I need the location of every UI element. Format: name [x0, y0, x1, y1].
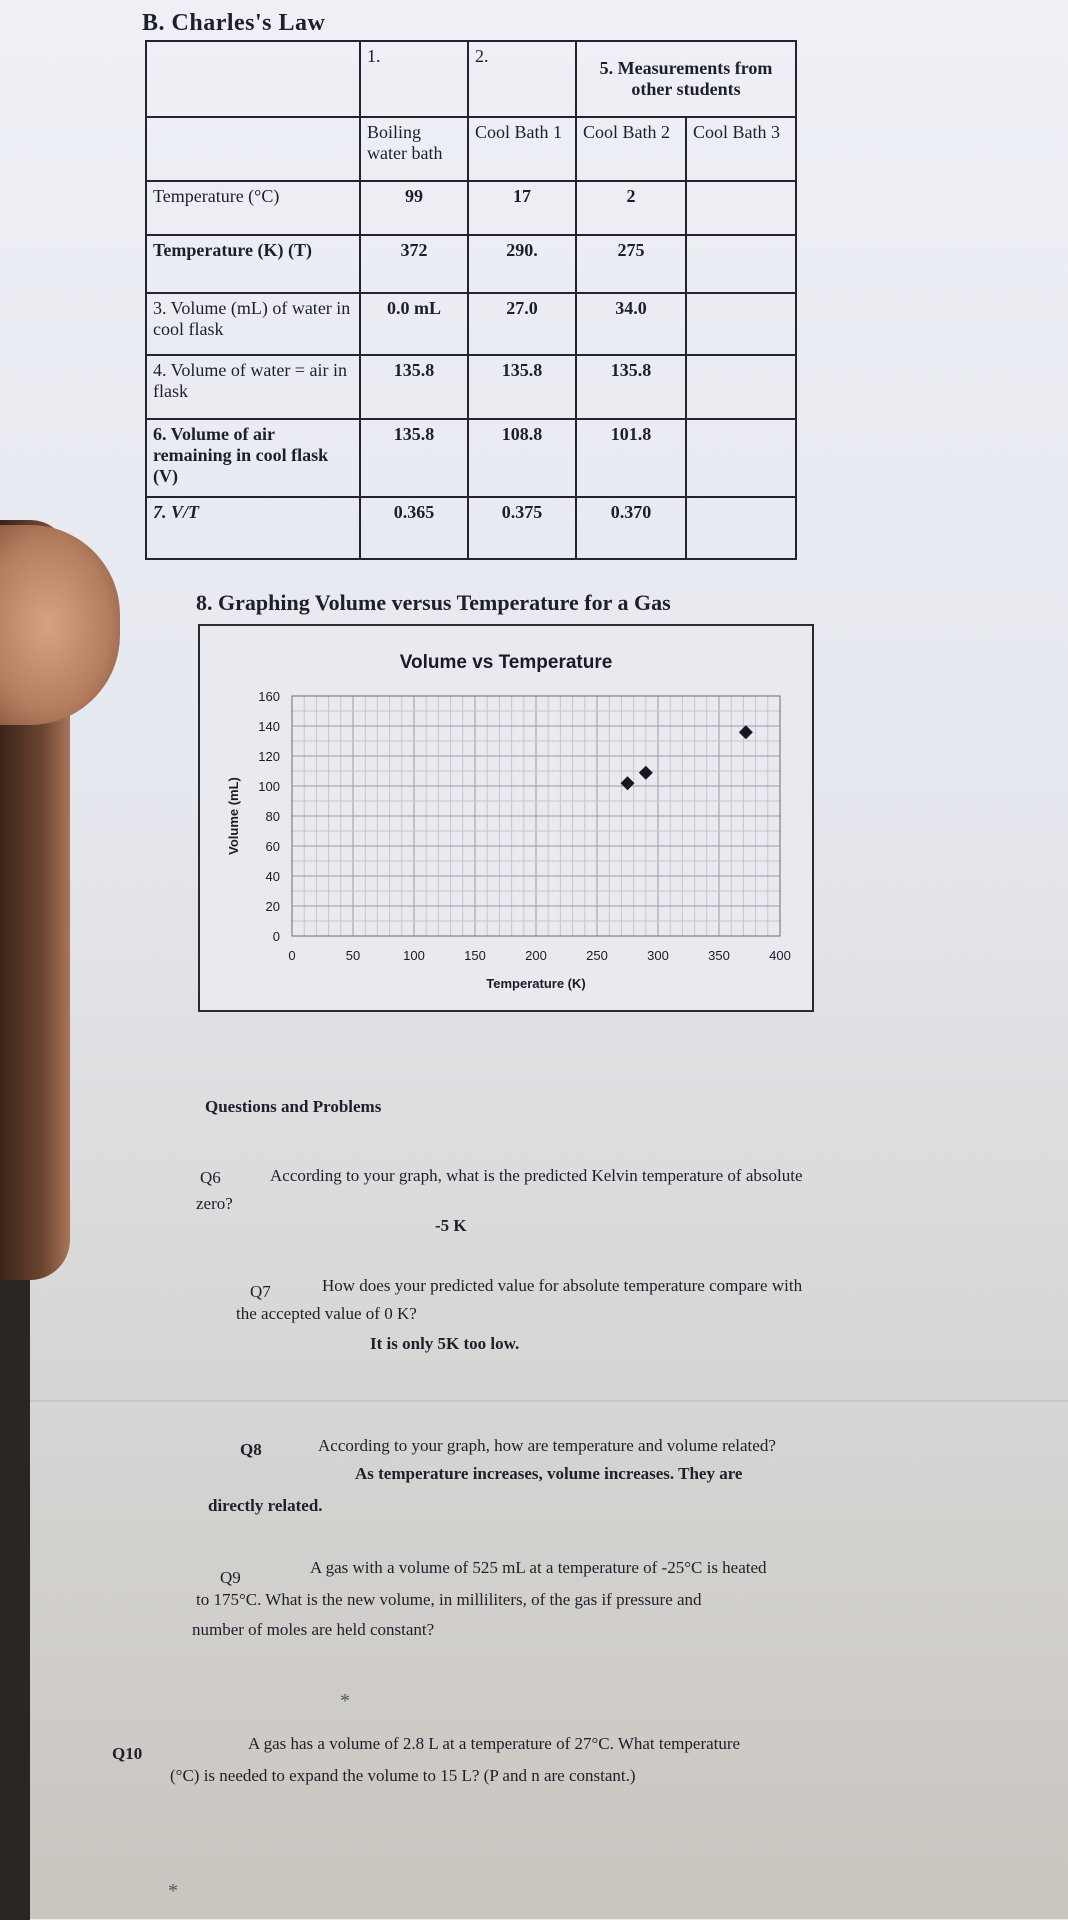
row-label-v-over-t: 7. V/T: [146, 497, 360, 559]
row-label-water-volume: 3. Volume (mL) of water in cool flask: [146, 293, 360, 355]
table-blank-cell: [146, 117, 360, 181]
cell-v-over-t-2: 0.375: [468, 497, 576, 559]
y-tick-label: 60: [265, 839, 280, 854]
q9-number: Q9: [220, 1568, 241, 1587]
y-tick-label: 0: [272, 929, 280, 944]
chart-svg: [200, 626, 812, 1010]
chart-title: Volume vs Temperature: [399, 652, 613, 673]
worksheet-page: [30, 0, 1068, 1919]
q7-text-cont: the accepted value of 0 K?: [236, 1304, 417, 1323]
cell-air-flask-3: 135.8: [576, 355, 686, 419]
cell-v-over-t-3: 0.370: [576, 497, 686, 559]
cell-temp-c-2: 17: [468, 181, 576, 235]
cell-temp-k-4: [686, 235, 796, 293]
q8-answer-line1: As temperature increases, volume increases. They are: [355, 1464, 743, 1483]
cell-water-volume-4: [686, 293, 796, 355]
cell-air-remaining-2: 108.8: [468, 419, 576, 497]
row-label-temp-c: Temperature (°C): [146, 181, 360, 235]
page-fold: [30, 1400, 1068, 1402]
x-tick-label: 250: [586, 948, 608, 963]
x-tick-label: 300: [647, 948, 669, 963]
row-label-temp-k: Temperature (K) (T): [146, 235, 360, 293]
questions-heading: Questions and Problems: [205, 1097, 382, 1116]
col-header-cool-bath-3: Cool Bath 3: [686, 117, 796, 181]
header-num-1: 1.: [360, 41, 468, 117]
row-label-air-in-flask: 4. Volume of water = air in flask: [146, 355, 360, 419]
volume-temperature-chart: [198, 624, 814, 1012]
cell-air-flask-4: [686, 355, 796, 419]
q6-answer: -5 K: [435, 1216, 467, 1235]
y-tick-label: 160: [258, 689, 280, 704]
cell-temp-c-3: 2: [576, 181, 686, 235]
table-corner-cell: [146, 41, 360, 117]
q9-text-cont1: to 175°C. What is the new volume, in milliliters, of the gas if pressure and: [196, 1590, 702, 1609]
x-tick-label: 150: [464, 948, 486, 963]
y-axis-label: Volume (mL): [226, 777, 241, 855]
section-title: B. Charles's Law: [142, 10, 326, 36]
cell-temp-k-3: 275: [576, 235, 686, 293]
q8-text: According to your graph, how are temperature and volume related?: [318, 1436, 776, 1455]
cell-temp-c-4: [686, 181, 796, 235]
background-edge: [0, 1280, 30, 1920]
y-tick-label: 40: [265, 869, 280, 884]
y-tick-label: 120: [258, 749, 280, 764]
q10-text-cont: (°C) is needed to expand the volume to 15 L? (P and n are constant.): [170, 1766, 636, 1785]
charles-law-table: [145, 40, 797, 560]
cell-water-volume-2: 27.0: [468, 293, 576, 355]
q10-text: A gas has a volume of 2.8 L at a temperature of 27°C. What temperature: [248, 1734, 741, 1753]
header-other-students: 5. Measurements from other students: [576, 41, 796, 117]
q7-text: How does your predicted value for absolute temperature compare with: [322, 1276, 803, 1295]
x-tick-label: 400: [769, 948, 791, 963]
star-mark-2: *: [168, 1880, 178, 1902]
cell-air-remaining-1: 135.8: [360, 419, 468, 497]
q10-number: Q10: [112, 1744, 143, 1763]
col-header-cool-bath-1: Cool Bath 1: [468, 117, 576, 181]
data-point: [621, 776, 635, 790]
y-tick-label: 20: [265, 899, 280, 914]
x-tick-label: 0: [288, 948, 296, 963]
q9-text: A gas with a volume of 525 mL at a temperature of -25°C is heated: [310, 1558, 767, 1577]
cell-temp-k-1: 372: [360, 235, 468, 293]
y-tick-label: 140: [258, 719, 280, 734]
cell-v-over-t-4: [686, 497, 796, 559]
q6-text: According to your graph, what is the predicted Kelvin temperature of absolute: [270, 1166, 803, 1185]
data-point: [639, 766, 653, 780]
cell-water-volume-1: 0.0 mL: [360, 293, 468, 355]
header-num-2: 2.: [468, 41, 576, 117]
q6-number: Q6: [200, 1168, 221, 1187]
cell-air-flask-1: 135.8: [360, 355, 468, 419]
cell-water-volume-3: 34.0: [576, 293, 686, 355]
x-tick-label: 350: [708, 948, 730, 963]
row-label-air-remaining: 6. Volume of air remaining in cool flask (V): [146, 419, 360, 497]
q6-text-cont: zero?: [196, 1194, 233, 1213]
cell-temp-c-1: 99: [360, 181, 468, 235]
cell-temp-k-2: 290.: [468, 235, 576, 293]
x-axis-label: Temperature (K): [486, 976, 586, 991]
y-tick-label: 80: [265, 809, 280, 824]
col-header-cool-bath-2: Cool Bath 2: [576, 117, 686, 181]
cell-air-remaining-3: 101.8: [576, 419, 686, 497]
q8-answer-line2: directly related.: [208, 1496, 323, 1515]
q7-answer: It is only 5K too low.: [370, 1334, 520, 1353]
cell-air-remaining-4: [686, 419, 796, 497]
data-point: [739, 725, 753, 739]
y-tick-label: 100: [258, 779, 280, 794]
x-tick-label: 50: [345, 948, 361, 963]
cell-v-over-t-1: 0.365: [360, 497, 468, 559]
x-tick-label: 200: [525, 948, 547, 963]
star-mark-1: *: [340, 1690, 350, 1712]
q9-text-cont2: number of moles are held constant?: [192, 1620, 435, 1639]
graph-heading: 8. Graphing Volume versus Temperature for a Gas: [196, 590, 671, 615]
q8-number: Q8: [240, 1440, 262, 1459]
cell-air-flask-2: 135.8: [468, 355, 576, 419]
q7-number: Q7: [250, 1282, 271, 1301]
x-tick-label: 100: [403, 948, 425, 963]
col-header-boiling: Boiling water bath: [360, 117, 468, 181]
